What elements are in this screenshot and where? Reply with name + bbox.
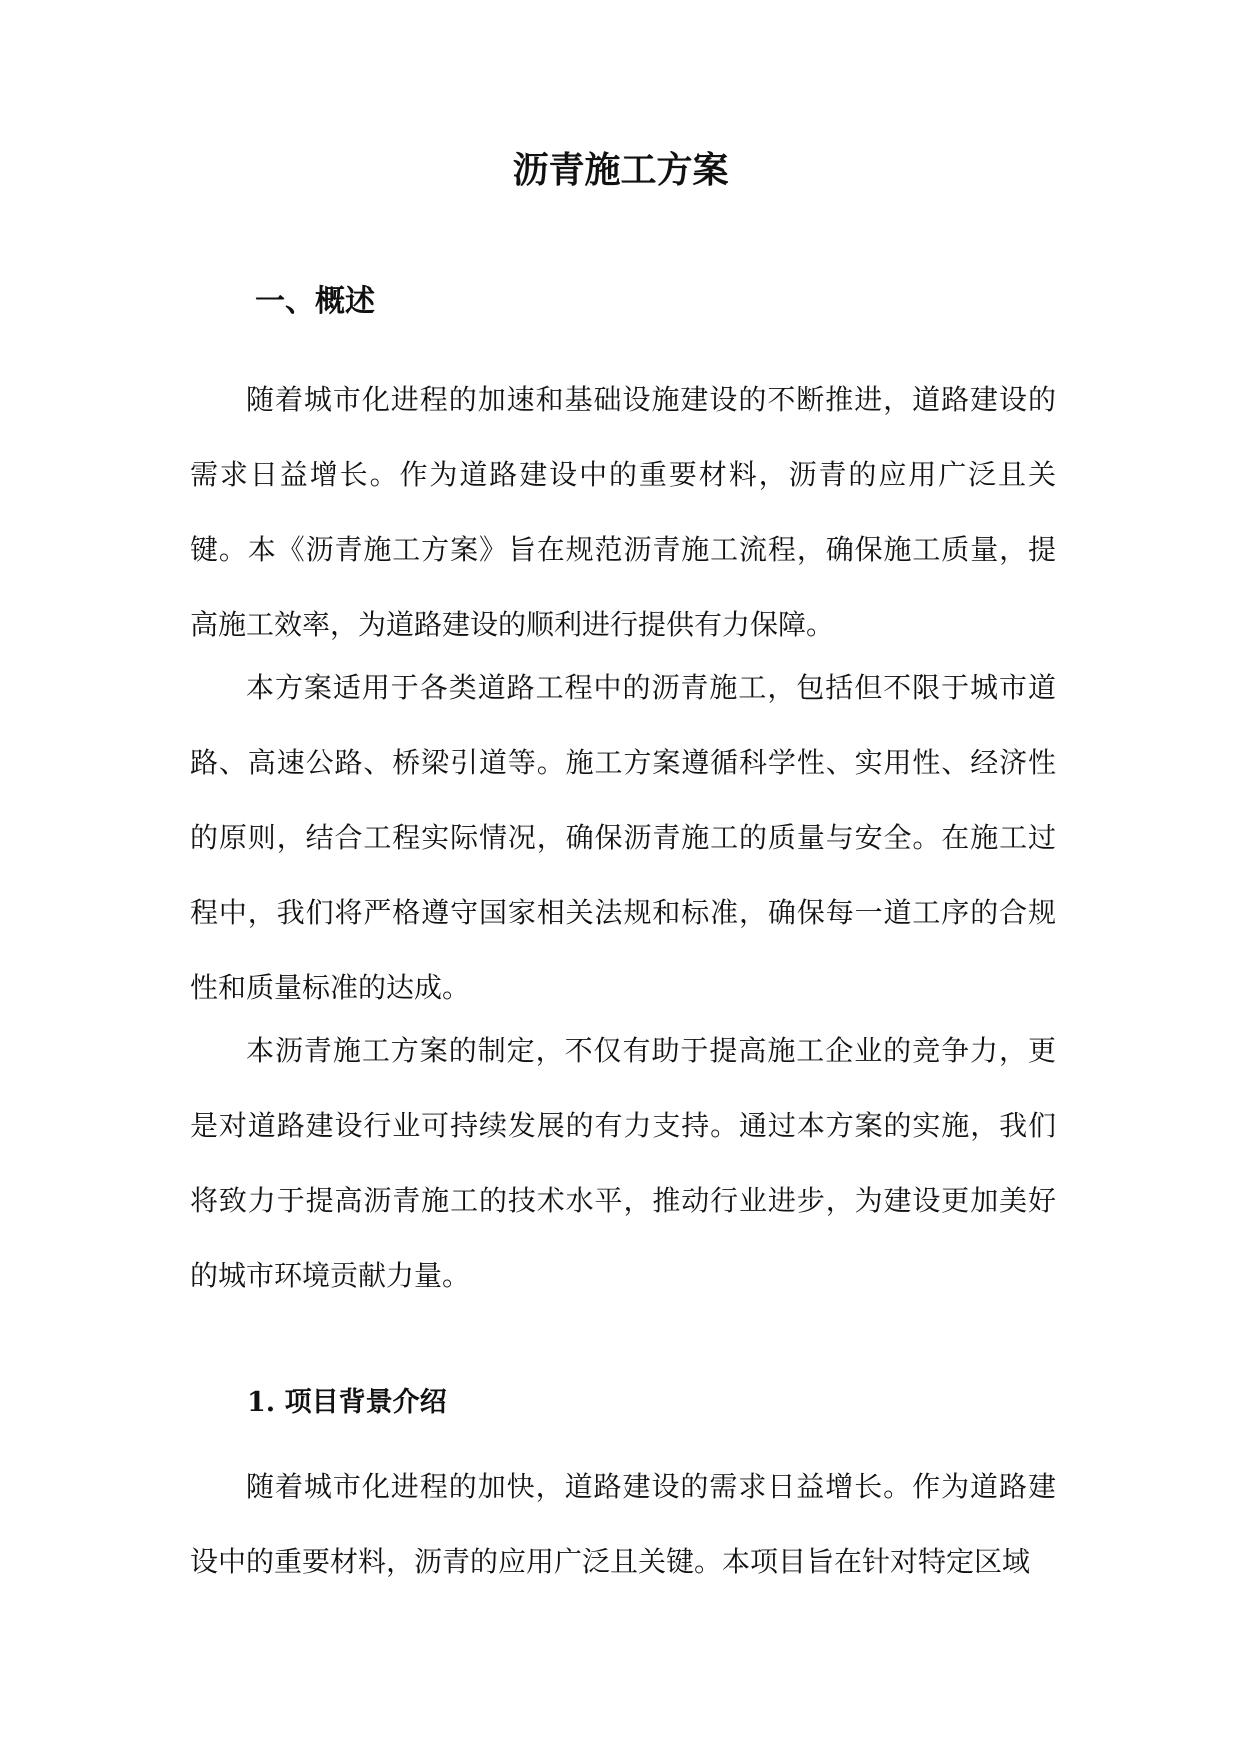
paragraph-scope: 本方案适用于各类道路工程中的沥青施工，包括但不限于城市道路、高速公路、桥梁引道等。施工方案遵循科学性、实用性、经济性的原则，结合工程实际情况，确保沥青施工的质量与安全。在施工过程中，我们将严格遵守国家相关法规和标准，确保每一道工序的合规性和质量标准的达成。 — [190, 671, 1056, 1004]
subsection-heading-background: 1. 项目背景介绍 — [247, 1387, 447, 1418]
paragraph-background: 随着城市化进程的加快，道路建设的需求日益增长。作为道路建设中的重要材料，沥青的应用广泛且关键。本项目旨在针对特定区域 — [190, 1470, 1056, 1578]
document-title: 沥青施工方案 — [512, 149, 729, 191]
paragraph-intro: 随着城市化进程的加速和基础设施建设的不断推进，道路建设的需求日益增长。作为道路建设中的重要材料，沥青的应用广泛且关键。本《沥青施工方案》旨在规范沥青施工流程，确保施工质量，提高施工效率，为道路建设的顺利进行提供有力保障。 — [190, 383, 1056, 641]
paragraph-purpose: 本沥青施工方案的制定，不仅有助于提高施工企业的竞争力，更是对道路建设行业可持续发展的有力支持。通过本方案的实施，我们将致力于提高沥青施工的技术水平，推动行业进步，为建设更加美好的城市环境贡献力量。 — [190, 1034, 1056, 1292]
section-heading-overview: 一、概述 — [255, 284, 375, 319]
